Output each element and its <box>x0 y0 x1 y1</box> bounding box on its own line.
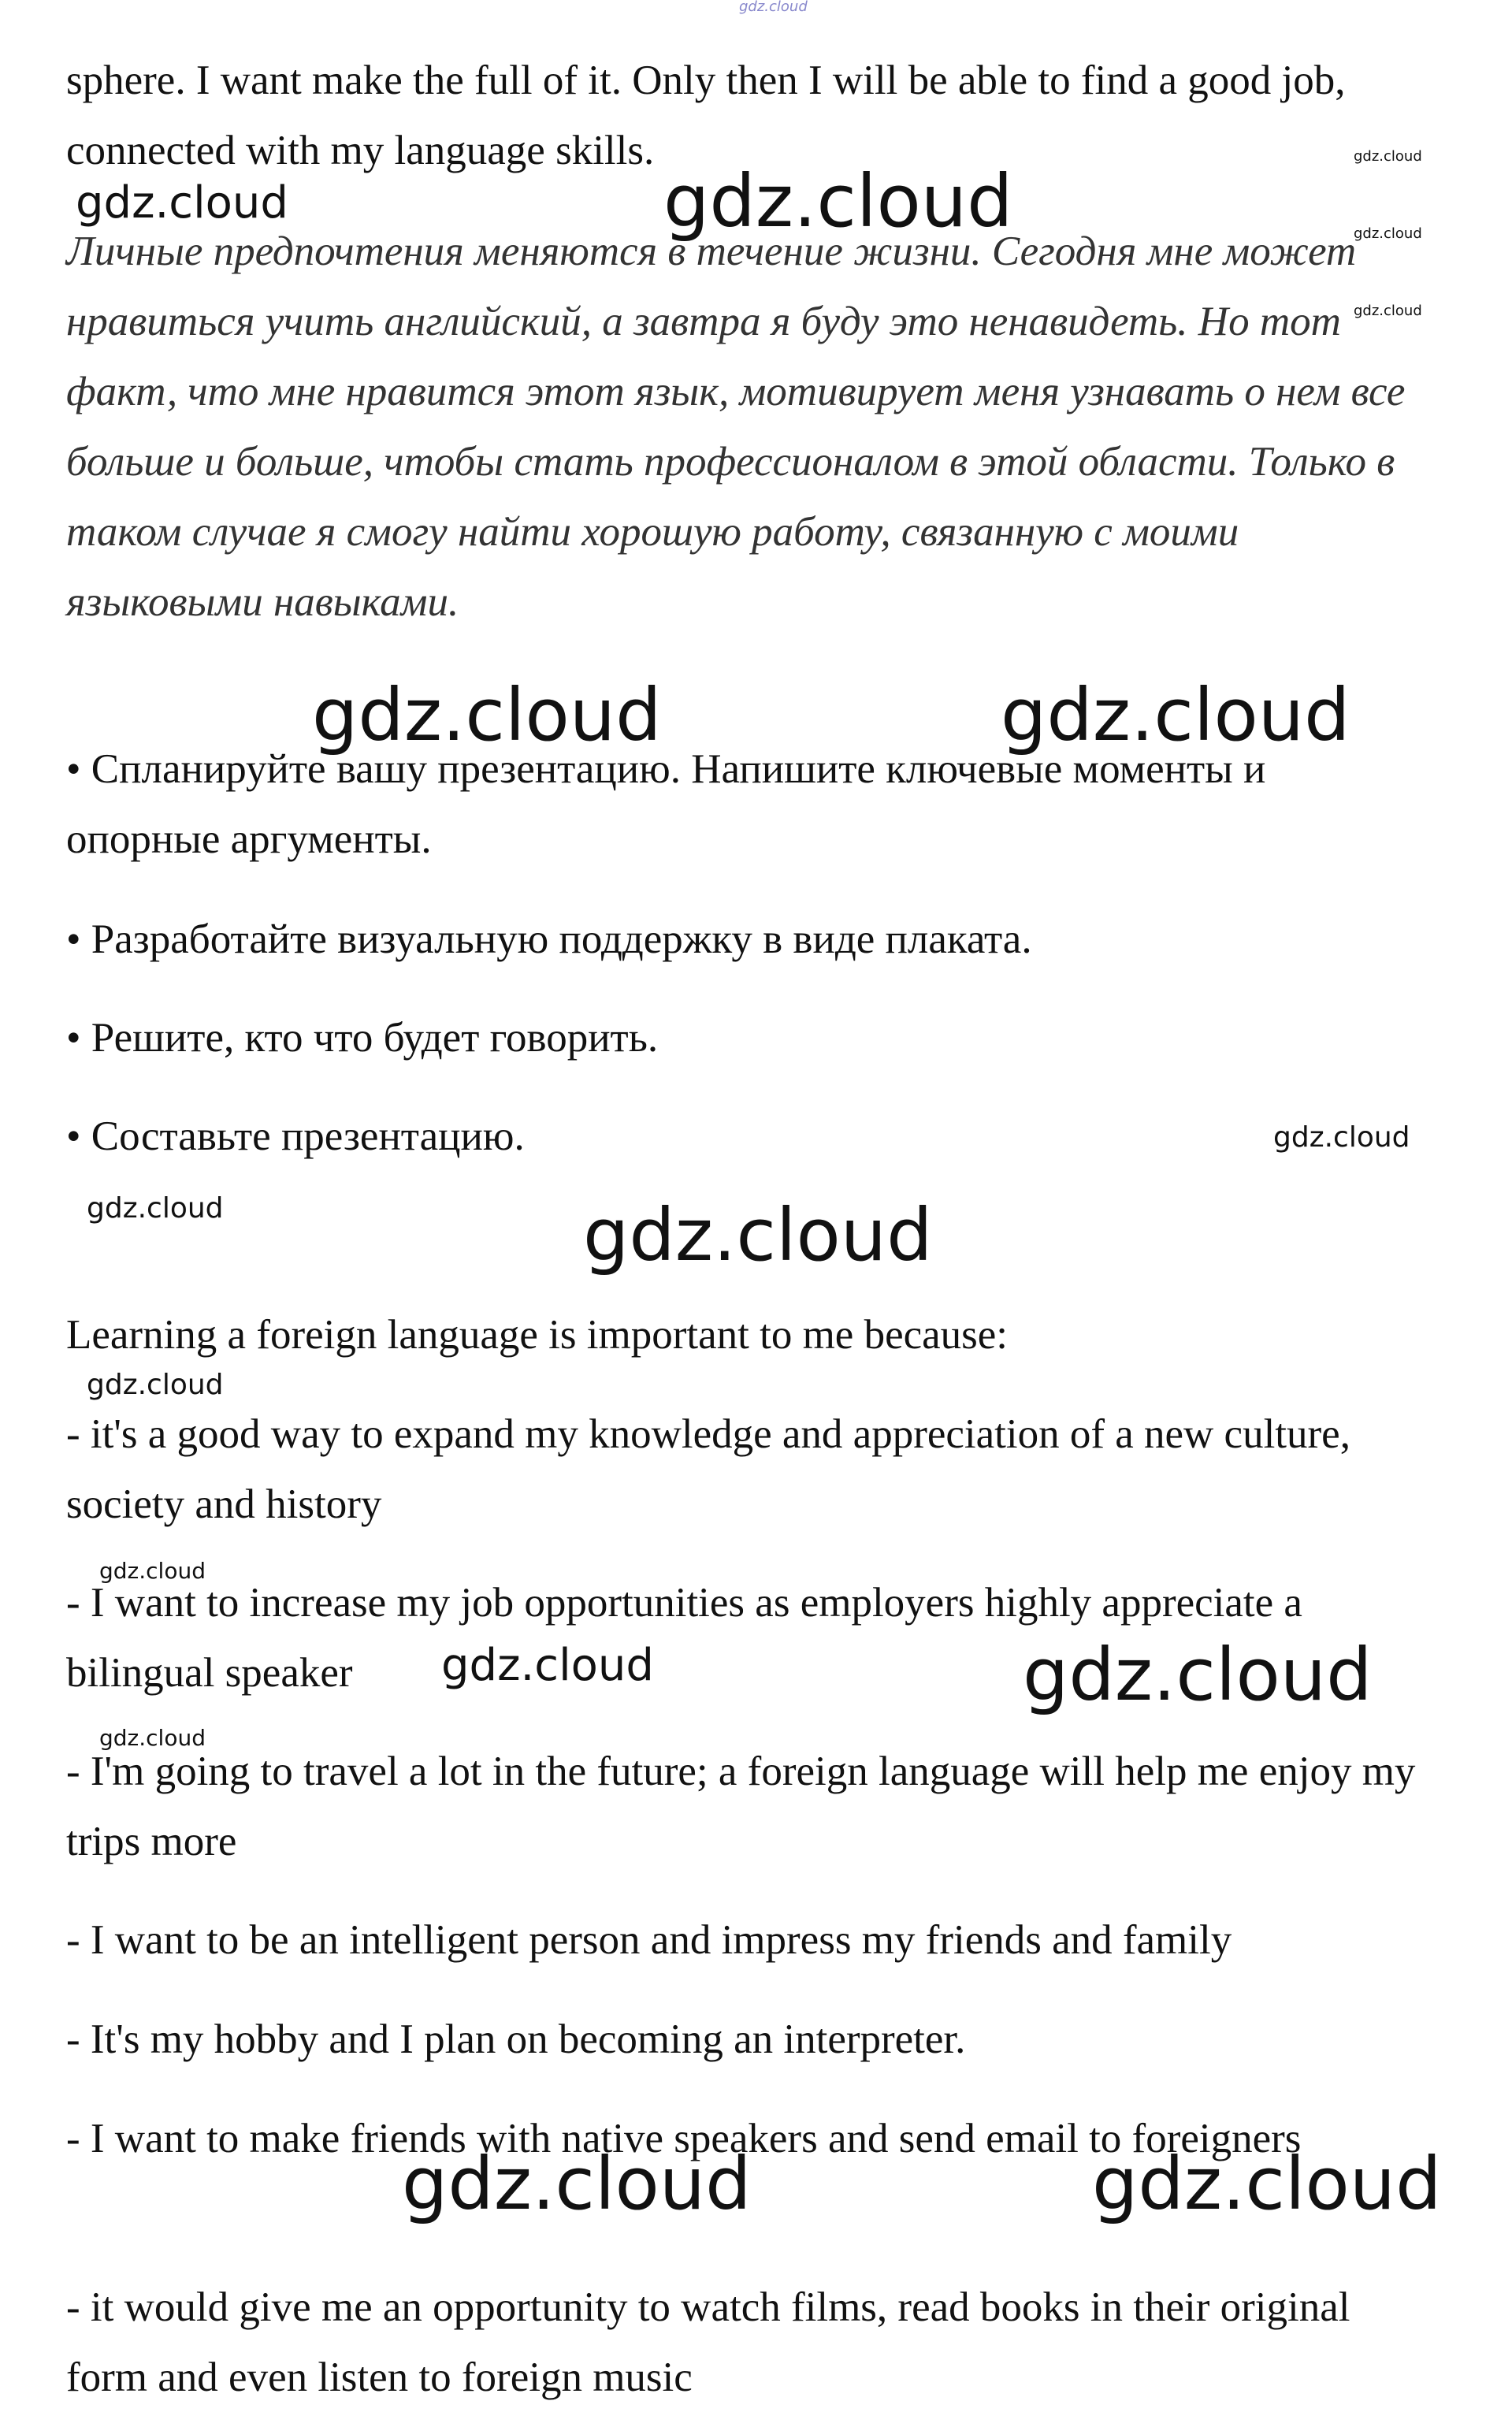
bullet-plan-presentation: • Спланируйте вашу презентацию. Напишите ключевые моменты и опорные аргументы. <box>66 746 1266 862</box>
reason-travel: - I'm going to travel a lot in the future; a foreign language will help me enjoy my trips more <box>66 1749 1416 1864</box>
watermark-med-2: gdz.cloud <box>441 1640 654 1691</box>
watermark-big-5: gdz.cloud <box>1023 1633 1373 1717</box>
watermark-med-1: gdz.cloud <box>76 177 288 229</box>
reason-intelligent-person: - I want to be an intelligent person and impress my friends and family <box>66 1917 1232 1963</box>
bullet-compose-presentation: • Составьте презентацию. <box>66 1113 525 1159</box>
bullet-decide-speakers: • Решите, кто что будет говорить. <box>66 1015 659 1061</box>
watermark-big-1: gdz.cloud <box>663 159 1013 243</box>
watermark-small-2: gdz.cloud <box>87 1192 224 1225</box>
paragraph-english-sphere: sphere. I want make the full of it. Only then I will be able to find a good job, connected with my language skills. <box>66 58 1346 173</box>
watermark-small-4: gdz.cloud <box>99 1558 206 1584</box>
watermark-big-6: gdz.cloud <box>402 2142 752 2226</box>
watermark-big-4: gdz.cloud <box>583 1193 933 1277</box>
paragraph-russian-translation: Личные предпочтения меняются в течение жизни. Сегодня мне может нравиться учить английский, а завтра я буду это ненавидеть. Но тот факт, что мне нравится этот язык, мотивирует меня узнавать о нем все больше и больше, чтобы стать профессионалом в этой области. Только в таком случае я смогу найти хорошую работу, связанную с моими языковыми навыками. <box>66 229 1406 625</box>
watermark-big-3: gdz.cloud <box>1001 673 1350 757</box>
reason-job-opportunities: - I want to increase my job opportunities as employers highly appreciate a bilingual speaker <box>66 1580 1302 1696</box>
watermark-small-3: gdz.cloud <box>87 1369 224 1401</box>
watermark-small-1: gdz.cloud <box>1273 1121 1410 1154</box>
watermark-tiny-1: gdz.cloud <box>1354 148 1422 165</box>
reason-native-speakers: - I want to make friends with native speakers and send email to foreigners <box>66 2116 1302 2161</box>
watermark-big-7: gdz.cloud <box>1092 2142 1442 2226</box>
watermark-big-2: gdz.cloud <box>312 673 662 757</box>
watermark-top: gdz.cloud <box>739 0 808 15</box>
watermark-small-5: gdz.cloud <box>99 1725 206 1751</box>
intro-learning-language: Learning a foreign language is important to me because: <box>66 1312 1009 1358</box>
watermark-tiny-2: gdz.cloud <box>1354 225 1422 242</box>
reason-knowledge-culture: - it's a good way to expand my knowledge and appreciation of a new culture, society and history <box>66 1411 1350 1527</box>
bullet-visual-support: • Разработайте визуальную поддержку в виде плаката. <box>66 916 1032 962</box>
watermark-tiny-3: gdz.cloud <box>1354 303 1422 319</box>
reason-hobby-interpreter: - It's my hobby and I plan on becoming an interpreter. <box>66 2016 966 2062</box>
reason-films-books-music: - it would give me an opportunity to watch films, read books in their original form and even listen to foreign music <box>66 2284 1350 2400</box>
